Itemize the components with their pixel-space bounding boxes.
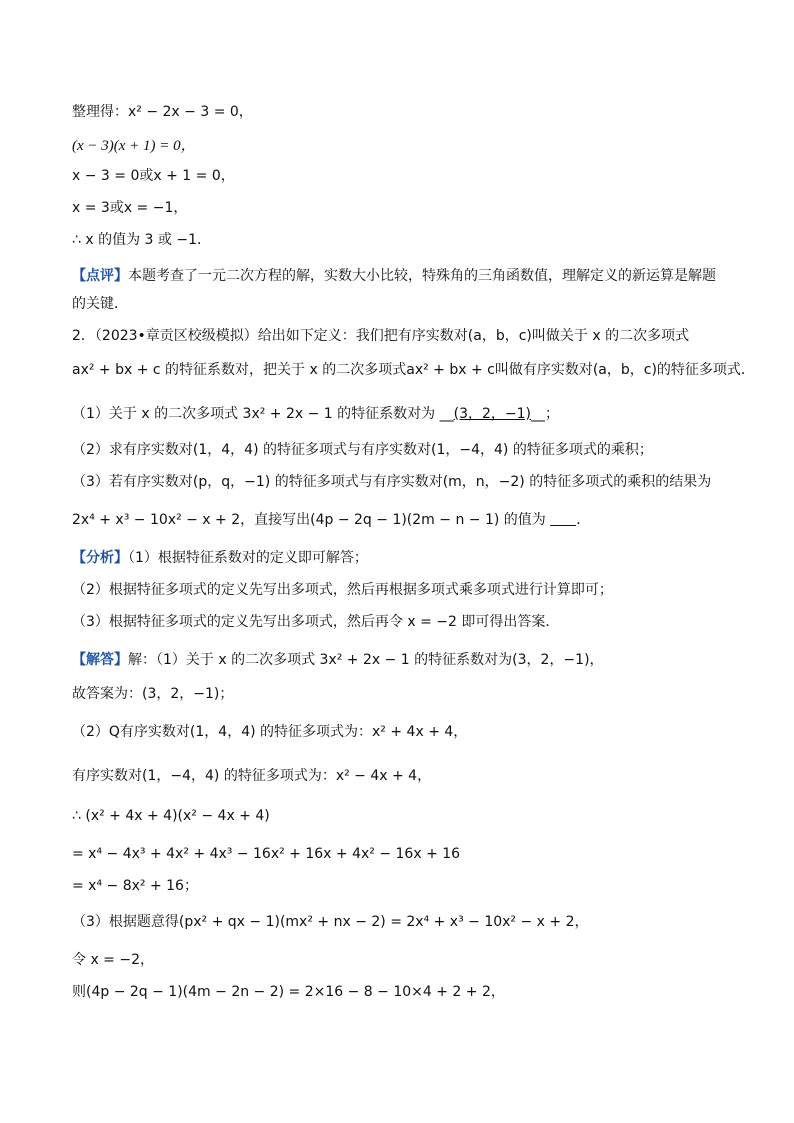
q2-part-3: （3）若有序实数对(p，q，−1) 的特征多项式与有序实数对(m，n，−2) 的特征多项式的乘积的结果为 [72, 474, 712, 490]
review-text: 本题考查了一元二次方程的解，实数大小比较，特殊角的三角函数值，理解定义的新运算是解题的关键． [72, 268, 716, 312]
analysis-tag: 【分析】 [72, 550, 128, 566]
solution-9: 令 x = −2， [72, 952, 155, 968]
line-3: x − 3 = 0或x + 1 = 0， [72, 168, 235, 184]
solution-10: 则(4p − 2q − 1)(4m − 2n − 2) = 2×16 − 8 − 10×4 + 2 + 2， [72, 984, 505, 1000]
q2-part-1-answer: (3，2，−1) [453, 406, 531, 422]
analysis-3: （3）根据特征多项式的定义先写出多项式，然后再令 x = −2 即可得出答案． [72, 614, 560, 630]
line-2: (x − 3)(x + 1) = 0， [72, 138, 196, 154]
answer-blank [550, 511, 576, 526]
line-5: ∴ x 的值为 3 或 −1． [72, 232, 211, 248]
q2-intro-2: ax² + bx + c 的特征系数对，把关于 x 的二次多项式ax² + bx + c叫做有序实数对(a，b，c)的特征多项式． [72, 362, 755, 378]
review-tag: 【点评】 [72, 268, 128, 284]
solution-3: （2）Q有序实数对(1，4，4) 的特征多项式为：x² + 4x + 4， [72, 724, 468, 740]
analysis-2: （2）根据特征多项式的定义先写出多项式，然后再根据多项式乘多项式进行计算即可； [72, 582, 613, 598]
analysis-heading [72, 548, 368, 568]
q2-part-3b [72, 510, 590, 530]
solution-5: ∴ (x² + 4x + 4)(x² − 4x + 4) [72, 808, 270, 824]
q2-part-3b-end: ． [576, 512, 591, 528]
q2-part-1 [72, 404, 559, 424]
line-1: 整理得：x² − 2x − 3 = 0， [72, 104, 253, 120]
solution-7: = x⁴ − 8x² + 16； [72, 878, 198, 894]
q2-part-3b-text: 2x⁴ + x³ − 10x² − x + 2，直接写出(4p − 2q − 1)(2m − n − 1) 的值为 [72, 512, 546, 528]
q2-part-2: （2）求有序实数对(1，4，4) 的特征多项式与有序实数对(1，−4，4) 的特征多项式的乘积； [72, 442, 653, 458]
q2-intro: 2．（2023•章贡区校级模拟）给出如下定义：我们把有序实数对(a，b，c)叫做关于 x 的二次多项式 [72, 328, 690, 344]
solution-tag: 【解答】 [72, 652, 128, 668]
review-block [72, 262, 722, 318]
solution-heading [72, 650, 604, 670]
q2-part-1-text: （1）关于 x 的二次多项式 3x² + 2x − 1 的特征系数对为 __ [72, 406, 454, 422]
solution-4: 有序实数对(1，−4，4) 的特征多项式为：x² − 4x + 4， [72, 768, 432, 784]
analysis-1: （1）根据特征系数对的定义即可解答； [128, 550, 368, 566]
solution-2: 故答案为：(3，2，−1)； [72, 686, 234, 702]
solution-8: （3）根据题意得(px² + qx − 1)(mx² + nx − 2) = 2x⁴ + x³ − 10x² − x + 2， [72, 914, 589, 930]
line-4: x = 3或x = −1， [72, 200, 188, 216]
solution-6: = x⁴ − 4x³ + 4x² + 4x³ − 16x² + 16x + 4x² − 16x + 16 [72, 846, 461, 862]
q2-part-1-end: __； [531, 406, 559, 422]
solution-1: 解：（1）关于 x 的二次多项式 3x² + 2x − 1 的特征系数对为(3，2，−1)， [128, 652, 604, 668]
